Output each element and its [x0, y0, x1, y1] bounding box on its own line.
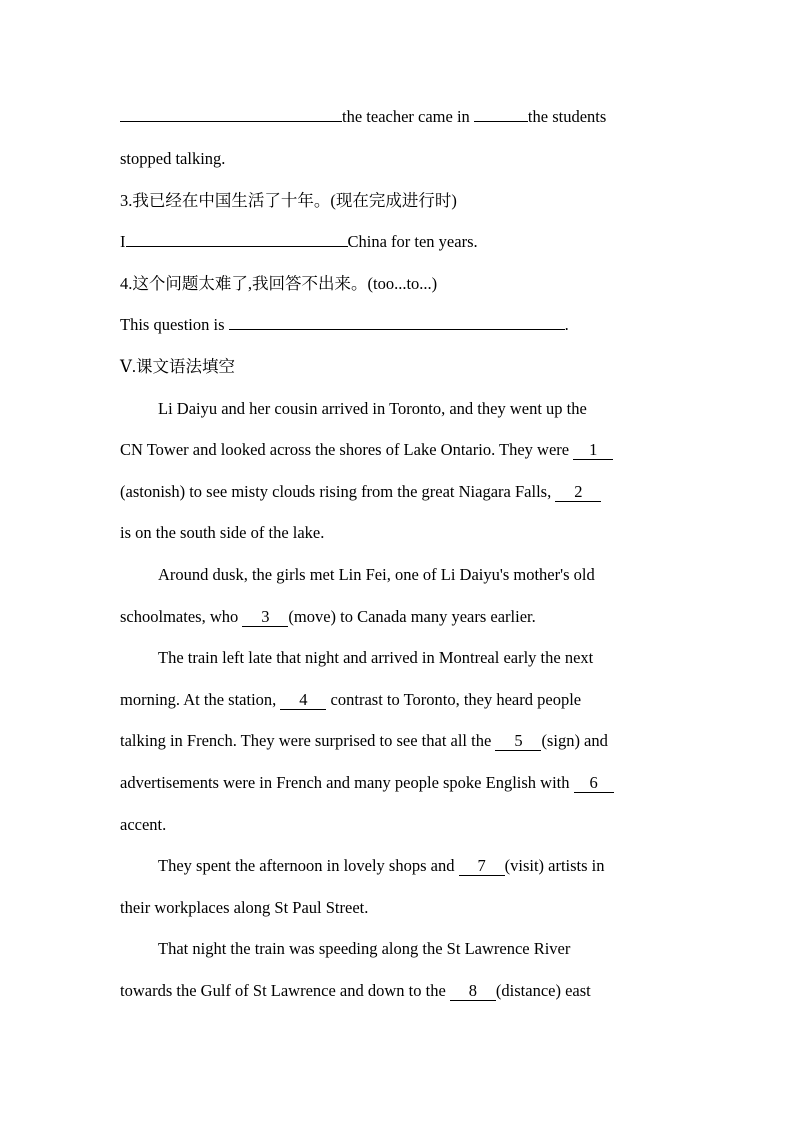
blank-4[interactable]: 4: [280, 691, 326, 710]
q4-answer-line: [120, 315, 569, 335]
passage-line: Li Daiyu and her cousin arrived in Toronto, and they went up the: [158, 399, 587, 418]
passage-line: The train left late that night and arrived in Montreal early the next: [158, 648, 594, 667]
q2-text-a: the teacher came in: [342, 107, 470, 126]
passage-line: [120, 607, 536, 627]
blank-3[interactable]: 3: [242, 608, 288, 627]
passage-line: [120, 773, 614, 793]
passage-line: [120, 981, 591, 1001]
q3-start: I: [120, 232, 126, 251]
q3-answer-line: [120, 232, 478, 252]
answer-blank[interactable]: [474, 107, 528, 122]
passage-text: schoolmates, who: [120, 607, 239, 626]
passage-text: contrast to Toronto, they heard people: [330, 690, 582, 709]
passage-text: morning. At the station,: [120, 690, 277, 709]
passage-line: [120, 482, 601, 502]
q4-end: .: [564, 315, 569, 334]
passage-line: That night the train was speeding along the St Lawrence River: [158, 939, 571, 958]
blank-2[interactable]: 2: [555, 483, 601, 502]
answer-blank[interactable]: [126, 232, 348, 247]
blank-7[interactable]: 7: [459, 857, 505, 876]
passage-text: advertisements were in French and many people spoke English with: [120, 773, 570, 792]
passage-text: (visit) artists in: [504, 856, 605, 875]
blank-8[interactable]: 8: [450, 982, 496, 1001]
section-title: Ⅴ.课文语法填空: [120, 357, 236, 376]
blank-5[interactable]: 5: [495, 732, 541, 751]
passage-text: CN Tower and looked across the shores of Lake Ontario. They were: [120, 440, 570, 459]
blank-1[interactable]: 1: [573, 441, 613, 460]
passage-line: their workplaces along St Paul Street.: [120, 898, 369, 917]
passage-text: (sign) and: [541, 731, 608, 750]
answer-blank[interactable]: [120, 107, 342, 122]
passage-line: accent.: [120, 815, 167, 834]
passage-text: towards the Gulf of St Lawrence and down to the: [120, 981, 446, 1000]
q2-line-2: stopped talking.: [120, 149, 226, 168]
q4-start: This question is: [120, 315, 225, 334]
answer-blank[interactable]: [229, 315, 565, 330]
passage-line: [120, 690, 581, 710]
q4-prompt: 4.这个问题太难了,我回答不出来。(too...to...): [120, 274, 438, 293]
passage-line: Around dusk, the girls met Lin Fei, one of Li Daiyu's mother's old: [158, 565, 595, 584]
blank-6[interactable]: 6: [574, 774, 614, 793]
passage-line: is on the south side of the lake.: [120, 523, 325, 542]
passage-text: They spent the afternoon in lovely shops and: [158, 856, 455, 875]
q3-end: China for ten years.: [347, 232, 478, 251]
passage-line: [158, 856, 605, 876]
q2-line-1: [120, 107, 606, 127]
passage-line: [120, 440, 613, 460]
passage-text: (distance) east: [495, 981, 591, 1000]
passage-text: (move) to Canada many years earlier.: [288, 607, 536, 626]
q3-prompt: 3.我已经在中国生活了十年。(现在完成进行时): [120, 191, 457, 210]
passage-line: [120, 731, 608, 751]
passage-text: talking in French. They were surprised to see that all the: [120, 731, 492, 750]
q2-text-b: the students: [527, 107, 607, 126]
passage-text: (astonish) to see misty clouds rising from the great Niagara Falls,: [120, 482, 552, 501]
